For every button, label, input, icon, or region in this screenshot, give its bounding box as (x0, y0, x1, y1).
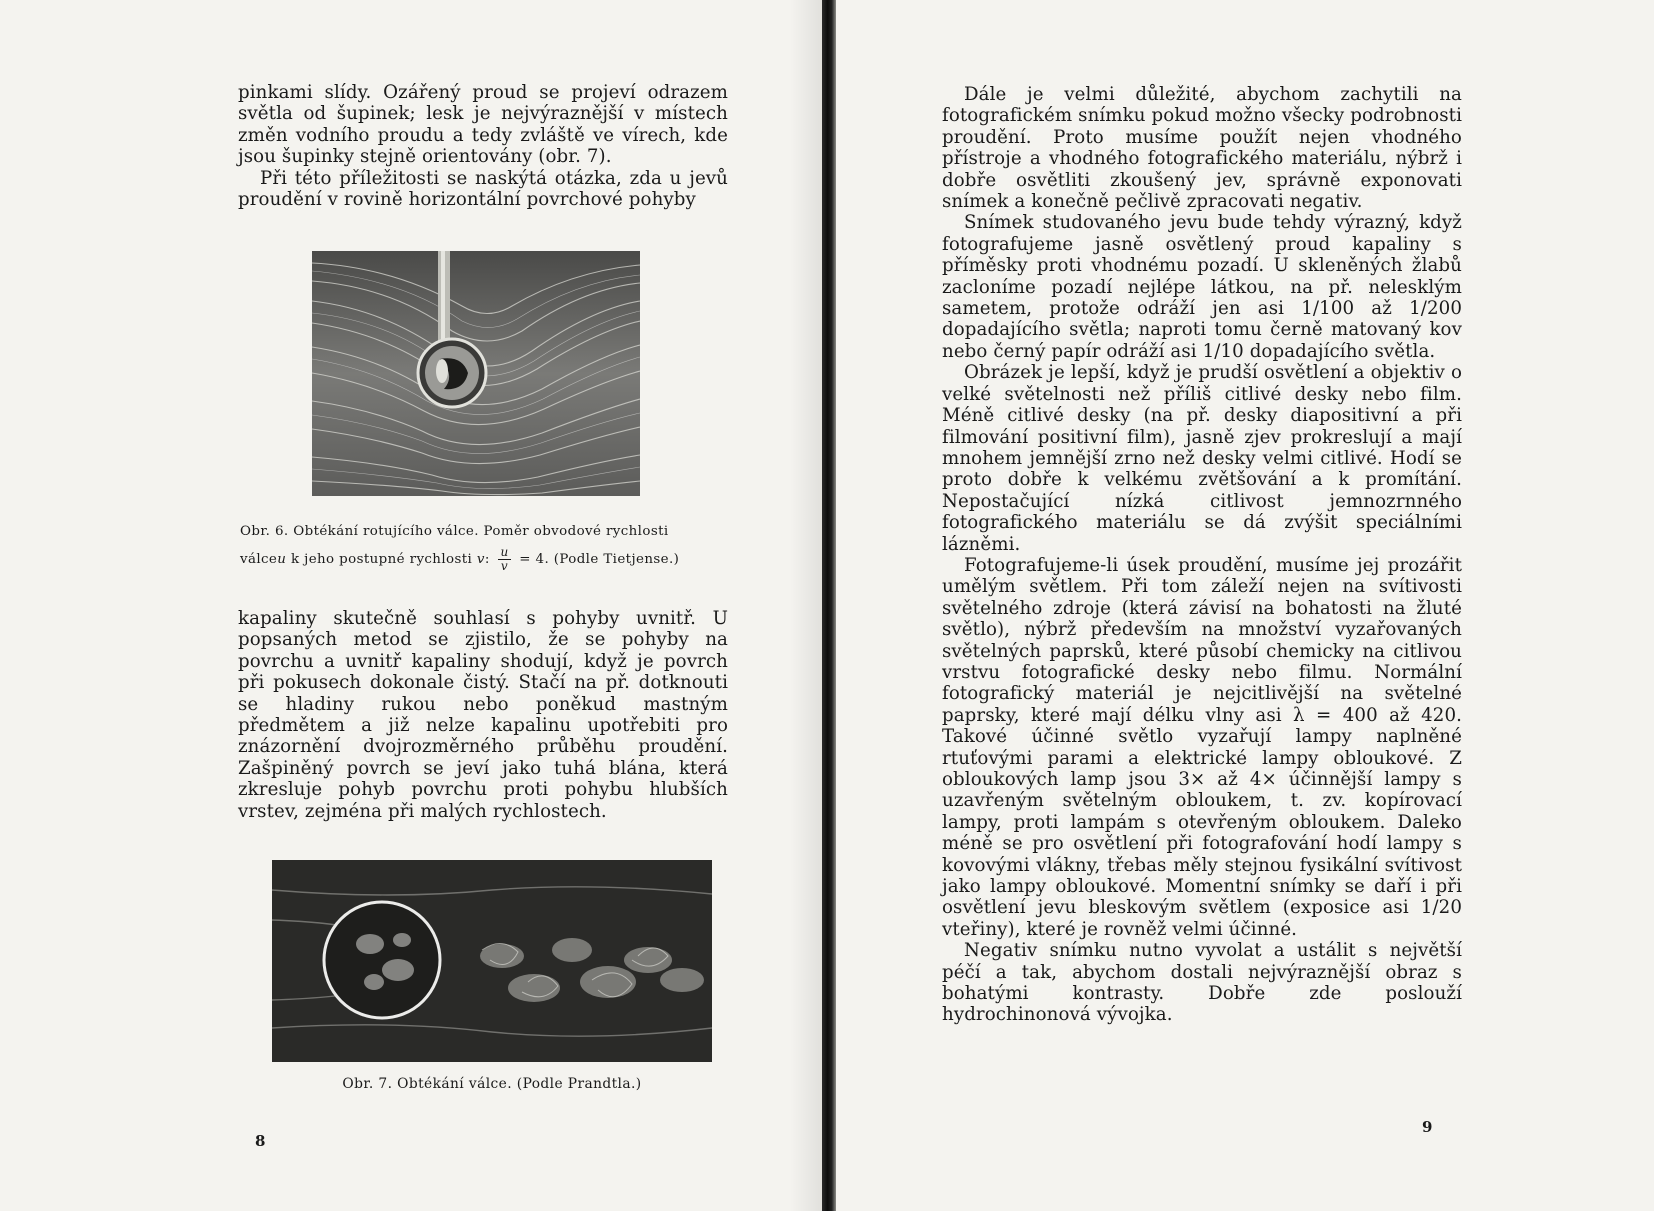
gutter-shadow (790, 0, 822, 1211)
figure-7-caption: Obr. 7. Obtékání válce. (Podle Prandtla.) (342, 1076, 642, 1092)
right-page (836, 0, 1654, 1211)
rotating-cylinder-streamlines-image (312, 251, 640, 496)
paragraph-background: Snímek studovaného jevu bude tehdy výrazný, když fotografujeme jasně osvětlený proud kapaliny s příměsky proti vhodnému pozadí. U skleněných žlabů zacloníme pozadí nejlépe látkou, na př. nelesklým sametem, protože odráží jen asi 1/100 až 1/200 dopadajícího světla; naproti tomu černě matovaný kov nebo černý papír odráží asi 1/10 dopadajícího světla. (942, 212, 1462, 362)
page-number-right: 9 (1422, 1118, 1433, 1136)
left-text-bottom (238, 608, 728, 822)
cylinder-wake-vortices-image (272, 860, 712, 1062)
paragraph-lighting-plates: Obrázek je lepší, když je prudší osvětlení a objektiv o velké světelnosti než příliš citlivé desky nebo film. Méně citlivé desky (na př. desky diapositivní a při filmování positivní film), jasně zjev prokreslují a mají mnohem jemnější zrno než desky velmi citlivé. Hodí se proto dobře k velkému zvětšování a k promítání. Nepostačující nízká citlivost jemnozrnného fotografického materiálu se dá zvýšit speciálními lázněmi. (942, 362, 1462, 555)
left-text-top (238, 82, 728, 210)
paragraph-flow-visualization: pinkami slídy. Ozářený proud se projeví odrazem světla od šupinek; lesk je nejvýraznější v místech změn vodního proudu a tedy zvláště ve vírech, kde jsou šupinky stejně orientovány (obr. 7). (238, 82, 728, 168)
paragraph-negative-development: Negativ snímku nutno vyvolat a ustálit s největší péčí a tak, abychom dostali nejvýraznější obraz s bohatými kontrasty. Dobře zde poslouží hydrochinonová vývojka. (942, 940, 1462, 1026)
figure-6-caption (240, 518, 732, 574)
velocity-ratio-fraction: $\frac{u}{v}$ (500, 545, 509, 573)
book-gutter (822, 0, 836, 1211)
figure-6-photo (312, 251, 640, 496)
paragraph-surface-interior: kapaliny skutečně souhlasí s pohyby uvnitř. U popsaných metod se zjistilo, že se pohyby na povrchu a uvnitř kapaliny shodují, když je povrch při pokusech dokonale čistý. Stačí na př. dotknouti se hladiny rukou nebo poněkud mastným předmětem a již nelze kapalinu upotřebiti pro znázornění dvojrozměrného průběhu proudění. Zašpiněný povrch se jeví jako tuhá blána, která zkresluje pohyb povrchu proti pohybu hlubších vrstev, zejména při malých rychlostech. (238, 608, 728, 822)
page-number-left: 8 (255, 1132, 266, 1150)
paragraph-artificial-light: Fotografujeme-li úsek proudění, musíme jej prozářit umělým světlem. Při tom záleží nejen na svítivosti světelného zdroje (která závisí na bohatosti na žluté světlo), nýbrž především na množství vyzařovaných světelných paprsků, které působí chemicky na citlivou vrstvu fotografické desky nebo filmu. Normální fotografický materiál je nejcitlivější na světelné paprsky, které mají délku vlny asi λ = 400 až 420. Takové účinné světlo vyzařují lampy naplněné rtuťovými parami a elektrické lampy obloukové. Z obloukových lamp jsou 3× až 4× účinnější lampy s uzavřeným světelným obloukem, t. zv. kopírovací lampy, proti lampám s otevřeným obloukem. Daleko méně se pro osvětlení při fotografování hodí lampy s kovovými vlákny, třebas měly stejnou fysikální svítivost jako lampy obloukové. Momentní snímky se daří i při osvětlení jevu bleskovým světlem (exposice asi 1/20 vteřiny), které je rovněž velmi účinné. (942, 554, 1462, 940)
figure-6-caption-line2: válceu k jeho postupné rychlosti v: $\frac{u}{v}$ = 4. (Podle Tietjense.) (240, 545, 680, 573)
paragraph-surface-question: Při této příležitosti se naskýtá otázka, zda u jevů proudění v rovině horizontální povrchové pohyby (238, 167, 728, 211)
left-page (0, 0, 822, 1211)
figure-7-photo (272, 860, 712, 1062)
paragraph-photographic-detail: Dále je velmi důležité, abychom zachytili na fotografickém snímku pokud možno všecky podrobnosti proudění. Proto musíme použít nejen vhodného přístroje a vhodného fotografického materiálu, nýbrž i dobře osvětliti zkoušený jev, správně exponovati snímek a konečně pečlivě zpracovati negativ. (942, 84, 1462, 213)
figure-6-caption-line1: Obr. 6. Obtékání rotujícího válce. Poměr obvodové rychlosti (240, 524, 669, 539)
right-text (942, 84, 1462, 1026)
